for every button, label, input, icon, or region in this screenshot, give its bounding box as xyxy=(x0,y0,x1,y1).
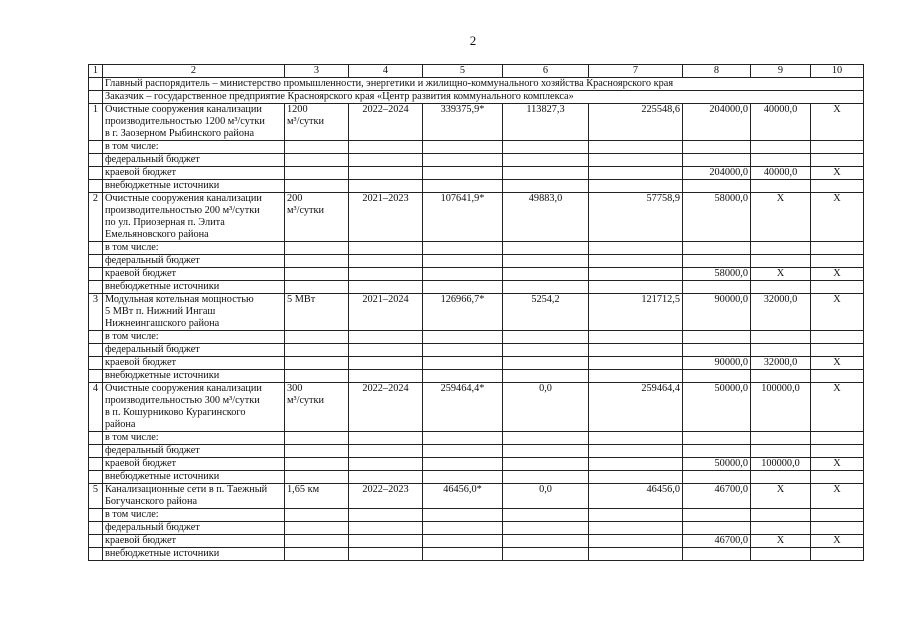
sub-row-federal xyxy=(89,255,864,268)
sub-c8 xyxy=(683,281,751,294)
sub-label-regional: краевой бюджет xyxy=(103,167,285,180)
sub-c5 xyxy=(423,154,503,167)
sub-label-regional: краевой бюджет xyxy=(103,268,285,281)
sub-c7 xyxy=(589,548,683,561)
column-number-7: 7 xyxy=(589,65,683,78)
sub-c10 xyxy=(811,180,864,193)
sub-c6 xyxy=(503,180,589,193)
sub-c6 xyxy=(503,255,589,268)
sub-c5 xyxy=(423,242,503,255)
sub-c7 xyxy=(589,167,683,180)
blank-cell xyxy=(89,458,103,471)
sub-c9 xyxy=(751,522,811,535)
object-period: 2022–2024 xyxy=(349,104,423,141)
sub-c10 xyxy=(811,344,864,357)
object-name: Очистные сооружения канализации производительностью 200 м³/сутки по ул. Приозерная п. Элита Емельяновского района xyxy=(103,193,285,242)
sub-label-extrabudget: внебюджетные источники xyxy=(103,548,285,561)
sub-row-federal xyxy=(89,522,864,535)
sub-c7 xyxy=(589,432,683,445)
sub-c7 xyxy=(589,255,683,268)
sub-c4 xyxy=(349,331,423,344)
sub-c4 xyxy=(349,268,423,281)
sub-row-extrabudget xyxy=(89,370,864,383)
sub-c4 xyxy=(349,445,423,458)
object-capacity: 5 МВт xyxy=(285,294,349,331)
sub-c4 xyxy=(349,180,423,193)
sub-c4 xyxy=(349,167,423,180)
sub-c5 xyxy=(423,445,503,458)
sub-c7 xyxy=(589,471,683,484)
sub-label-regional: краевой бюджет xyxy=(103,458,285,471)
sub-c6 xyxy=(503,357,589,370)
sub-c8 xyxy=(683,370,751,383)
sub-c10 xyxy=(811,255,864,268)
sub-c7 xyxy=(589,180,683,193)
sub-c5 xyxy=(423,180,503,193)
sub-c8 xyxy=(683,154,751,167)
sub-c8 xyxy=(683,522,751,535)
object-number: 5 xyxy=(89,484,103,509)
object-c8: 46700,0 xyxy=(683,484,751,509)
object-period: 2022–2023 xyxy=(349,484,423,509)
object-c6: 49883,0 xyxy=(503,193,589,242)
sub-c4 xyxy=(349,255,423,268)
column-number-9: 9 xyxy=(751,65,811,78)
sub-c5 xyxy=(423,344,503,357)
sub-row-federal xyxy=(89,344,864,357)
sub-row-including xyxy=(89,331,864,344)
object-c7: 259464,4 xyxy=(589,383,683,432)
blank-cell xyxy=(89,445,103,458)
object-row xyxy=(89,294,864,331)
object-period: 2021–2024 xyxy=(349,294,423,331)
sub-c7 xyxy=(589,331,683,344)
sub-c9 xyxy=(751,331,811,344)
sub-c6 xyxy=(503,432,589,445)
sub-row-including xyxy=(89,509,864,522)
object-c9: 40000,0 xyxy=(751,104,811,141)
sub-c10: X xyxy=(811,268,864,281)
sub-c10 xyxy=(811,471,864,484)
sub-c6 xyxy=(503,141,589,154)
sub-c7 xyxy=(589,154,683,167)
object-c9: 100000,0 xyxy=(751,383,811,432)
sub-c10 xyxy=(811,445,864,458)
sub-c5 xyxy=(423,432,503,445)
sub-c8 xyxy=(683,344,751,357)
sub-c6 xyxy=(503,535,589,548)
blank-cell xyxy=(89,509,103,522)
sub-label-including: в том числе: xyxy=(103,509,285,522)
object-c10: X xyxy=(811,383,864,432)
object-c5: 259464,4* xyxy=(423,383,503,432)
blank-cell xyxy=(89,180,103,193)
sub-c8 xyxy=(683,180,751,193)
sub-c4 xyxy=(349,509,423,522)
column-number-8: 8 xyxy=(683,65,751,78)
sub-c8 xyxy=(683,509,751,522)
sub-c5 xyxy=(423,509,503,522)
sub-label-federal: федеральный бюджет xyxy=(103,522,285,535)
sub-c9: X xyxy=(751,268,811,281)
sub-c3 xyxy=(285,471,349,484)
sub-label-extrabudget: внебюджетные источники xyxy=(103,370,285,383)
page-number: 2 xyxy=(469,33,477,48)
object-c7: 121712,5 xyxy=(589,294,683,331)
sub-c5 xyxy=(423,255,503,268)
object-name: Очистные сооружения канализации производительностью 300 м³/сутки в п. Кошурниково Курагинского района xyxy=(103,383,285,432)
sub-label-including: в том числе: xyxy=(103,331,285,344)
object-c6: 0,0 xyxy=(503,484,589,509)
sub-c3 xyxy=(285,281,349,294)
sub-c7 xyxy=(589,509,683,522)
sub-c3 xyxy=(285,370,349,383)
column-number-4: 4 xyxy=(349,65,423,78)
sub-c10 xyxy=(811,154,864,167)
sub-c4 xyxy=(349,154,423,167)
sub-c3 xyxy=(285,154,349,167)
sub-label-including: в том числе: xyxy=(103,141,285,154)
sub-c9 xyxy=(751,242,811,255)
sub-c4 xyxy=(349,141,423,154)
object-c5: 339375,9* xyxy=(423,104,503,141)
sub-c6 xyxy=(503,268,589,281)
sub-c8: 58000,0 xyxy=(683,268,751,281)
sub-c9: 40000,0 xyxy=(751,167,811,180)
sub-c8 xyxy=(683,331,751,344)
sub-c9 xyxy=(751,370,811,383)
sub-label-including: в том числе: xyxy=(103,242,285,255)
sub-row-extrabudget xyxy=(89,471,864,484)
sub-label-extrabudget: внебюджетные источники xyxy=(103,180,285,193)
sub-c9 xyxy=(751,281,811,294)
column-number-2: 2 xyxy=(103,65,285,78)
sub-c8: 50000,0 xyxy=(683,458,751,471)
object-number: 1 xyxy=(89,104,103,141)
customer-row xyxy=(89,91,864,104)
sub-c10 xyxy=(811,370,864,383)
sub-c10 xyxy=(811,509,864,522)
sub-c7 xyxy=(589,522,683,535)
sub-c7 xyxy=(589,357,683,370)
object-name: Канализационные сети в п. Таежный Богучанского района xyxy=(103,484,285,509)
sub-c5 xyxy=(423,167,503,180)
sub-c10: X xyxy=(811,357,864,370)
object-c7: 225548,6 xyxy=(589,104,683,141)
sub-c4 xyxy=(349,458,423,471)
sub-row-extrabudget xyxy=(89,281,864,294)
sub-row-regional xyxy=(89,167,864,180)
sub-c9: 32000,0 xyxy=(751,357,811,370)
sub-c3 xyxy=(285,344,349,357)
blank-cell xyxy=(89,268,103,281)
sub-c3 xyxy=(285,255,349,268)
object-c5: 126966,7* xyxy=(423,294,503,331)
sub-c10: X xyxy=(811,535,864,548)
object-c10: X xyxy=(811,193,864,242)
object-capacity: 300 м³/сутки xyxy=(285,383,349,432)
blank-cell xyxy=(89,331,103,344)
object-row xyxy=(89,193,864,242)
sub-c10 xyxy=(811,432,864,445)
blank-cell xyxy=(89,432,103,445)
object-c8: 90000,0 xyxy=(683,294,751,331)
sub-c4 xyxy=(349,370,423,383)
object-row xyxy=(89,104,864,141)
sub-c6 xyxy=(503,458,589,471)
sub-c4 xyxy=(349,281,423,294)
sub-row-regional xyxy=(89,458,864,471)
object-row xyxy=(89,484,864,509)
sub-label-federal: федеральный бюджет xyxy=(103,154,285,167)
sub-c5 xyxy=(423,471,503,484)
object-c9: 32000,0 xyxy=(751,294,811,331)
sub-c7 xyxy=(589,458,683,471)
sub-c10: X xyxy=(811,458,864,471)
object-c7: 46456,0 xyxy=(589,484,683,509)
manager-cell: Главный распорядитель – министерство промышленности, энергетики и жилищно-коммунального хозяйства Красноярского края xyxy=(103,78,864,91)
object-c10: X xyxy=(811,484,864,509)
sub-c6 xyxy=(503,242,589,255)
object-name: Очистные сооружения канализации производительностью 1200 м³/сутки в г. Заозерном Рыбинского района xyxy=(103,104,285,141)
sub-c10 xyxy=(811,242,864,255)
sub-c3 xyxy=(285,548,349,561)
sub-c7 xyxy=(589,445,683,458)
sub-c8 xyxy=(683,242,751,255)
sub-label-federal: федеральный бюджет xyxy=(103,344,285,357)
blank-cell xyxy=(89,522,103,535)
sub-c8: 90000,0 xyxy=(683,357,751,370)
object-c5: 107641,9* xyxy=(423,193,503,242)
sub-label-extrabudget: внебюджетные источники xyxy=(103,281,285,294)
object-c9: X xyxy=(751,193,811,242)
blank-cell xyxy=(89,154,103,167)
object-c6: 5254,2 xyxy=(503,294,589,331)
sub-row-federal xyxy=(89,154,864,167)
sub-c8 xyxy=(683,432,751,445)
object-c7: 57758,9 xyxy=(589,193,683,242)
blank-cell xyxy=(89,344,103,357)
sub-c8 xyxy=(683,141,751,154)
sub-row-including xyxy=(89,141,864,154)
sub-c4 xyxy=(349,432,423,445)
sub-c10 xyxy=(811,548,864,561)
sub-c10 xyxy=(811,141,864,154)
sub-c7 xyxy=(589,141,683,154)
sub-c6 xyxy=(503,509,589,522)
column-number-6: 6 xyxy=(503,65,589,78)
sub-c7 xyxy=(589,242,683,255)
sub-c3 xyxy=(285,331,349,344)
sub-c3 xyxy=(285,432,349,445)
sub-c3 xyxy=(285,180,349,193)
sub-c7 xyxy=(589,268,683,281)
sub-c10: X xyxy=(811,167,864,180)
column-number-10: 10 xyxy=(811,65,864,78)
sub-c6 xyxy=(503,548,589,561)
sub-c5 xyxy=(423,522,503,535)
sub-c4 xyxy=(349,357,423,370)
object-c10: X xyxy=(811,104,864,141)
blank-cell xyxy=(89,255,103,268)
sub-c5 xyxy=(423,331,503,344)
object-c6: 113827,3 xyxy=(503,104,589,141)
object-c8: 58000,0 xyxy=(683,193,751,242)
sub-c9 xyxy=(751,432,811,445)
column-number-1: 1 xyxy=(89,65,103,78)
sub-label-including: в том числе: xyxy=(103,432,285,445)
sub-c6 xyxy=(503,331,589,344)
sub-c3 xyxy=(285,141,349,154)
object-c6: 0,0 xyxy=(503,383,589,432)
sub-label-regional: краевой бюджет xyxy=(103,357,285,370)
blank-cell xyxy=(89,548,103,561)
sub-c3 xyxy=(285,509,349,522)
object-number: 4 xyxy=(89,383,103,432)
sub-c5 xyxy=(423,535,503,548)
sub-row-regional xyxy=(89,535,864,548)
sub-c3 xyxy=(285,445,349,458)
sub-label-regional: краевой бюджет xyxy=(103,535,285,548)
blank-cell xyxy=(89,242,103,255)
sub-c5 xyxy=(423,370,503,383)
sub-c6 xyxy=(503,344,589,357)
object-period: 2021–2023 xyxy=(349,193,423,242)
blank-cell xyxy=(89,370,103,383)
sub-c9 xyxy=(751,180,811,193)
object-c9: X xyxy=(751,484,811,509)
sub-c3 xyxy=(285,357,349,370)
object-capacity: 1,65 км xyxy=(285,484,349,509)
sub-c6 xyxy=(503,281,589,294)
sub-c8: 204000,0 xyxy=(683,167,751,180)
sub-row-regional xyxy=(89,268,864,281)
blank-cell xyxy=(89,91,103,104)
sub-c7 xyxy=(589,535,683,548)
sub-c6 xyxy=(503,167,589,180)
sub-c7 xyxy=(589,281,683,294)
sub-row-including xyxy=(89,242,864,255)
sub-c3 xyxy=(285,167,349,180)
column-number-row xyxy=(89,65,864,78)
object-c5: 46456,0* xyxy=(423,484,503,509)
sub-c9 xyxy=(751,548,811,561)
sub-c5 xyxy=(423,141,503,154)
blank-cell xyxy=(89,281,103,294)
sub-c8 xyxy=(683,471,751,484)
sub-c9 xyxy=(751,255,811,268)
object-c10: X xyxy=(811,294,864,331)
sub-c6 xyxy=(503,154,589,167)
sub-c6 xyxy=(503,445,589,458)
object-capacity: 200 м³/сутки xyxy=(285,193,349,242)
column-number-5: 5 xyxy=(423,65,503,78)
sub-c4 xyxy=(349,522,423,535)
sub-row-extrabudget xyxy=(89,180,864,193)
sub-c9: 100000,0 xyxy=(751,458,811,471)
sub-c5 xyxy=(423,548,503,561)
sub-c7 xyxy=(589,370,683,383)
sub-c5 xyxy=(423,281,503,294)
blank-cell xyxy=(89,141,103,154)
sub-row-federal xyxy=(89,445,864,458)
sub-c3 xyxy=(285,458,349,471)
object-number: 3 xyxy=(89,294,103,331)
sub-c5 xyxy=(423,268,503,281)
sub-c3 xyxy=(285,268,349,281)
sub-c4 xyxy=(349,548,423,561)
object-name: Модульная котельная мощностью 5 МВт п. Нижний Ингаш Нижнеингашского района xyxy=(103,294,285,331)
blank-cell xyxy=(89,167,103,180)
sub-c8 xyxy=(683,255,751,268)
sub-c3 xyxy=(285,242,349,255)
sub-label-extrabudget: внебюджетные источники xyxy=(103,471,285,484)
column-number-3: 3 xyxy=(285,65,349,78)
sub-c8 xyxy=(683,548,751,561)
sub-c9 xyxy=(751,344,811,357)
sub-c3 xyxy=(285,535,349,548)
sub-c5 xyxy=(423,458,503,471)
sub-c4 xyxy=(349,471,423,484)
budget-table xyxy=(88,64,864,561)
sub-row-regional xyxy=(89,357,864,370)
object-number: 2 xyxy=(89,193,103,242)
sub-c8: 46700,0 xyxy=(683,535,751,548)
sub-c9 xyxy=(751,141,811,154)
blank-cell xyxy=(89,471,103,484)
sub-c9 xyxy=(751,471,811,484)
blank-cell xyxy=(89,535,103,548)
sub-c6 xyxy=(503,522,589,535)
sub-c9 xyxy=(751,445,811,458)
sub-c5 xyxy=(423,357,503,370)
sub-c8 xyxy=(683,445,751,458)
sub-c10 xyxy=(811,281,864,294)
object-period: 2022–2024 xyxy=(349,383,423,432)
sub-c10 xyxy=(811,522,864,535)
sub-c10 xyxy=(811,331,864,344)
sub-label-federal: федеральный бюджет xyxy=(103,445,285,458)
sub-c7 xyxy=(589,344,683,357)
sub-c4 xyxy=(349,242,423,255)
sub-c3 xyxy=(285,522,349,535)
sub-row-extrabudget xyxy=(89,548,864,561)
sub-c4 xyxy=(349,535,423,548)
sub-row-including xyxy=(89,432,864,445)
object-row xyxy=(89,383,864,432)
object-c8: 50000,0 xyxy=(683,383,751,432)
sub-c6 xyxy=(503,471,589,484)
sub-c6 xyxy=(503,370,589,383)
sub-c4 xyxy=(349,344,423,357)
sub-c9: X xyxy=(751,535,811,548)
blank-cell xyxy=(89,357,103,370)
manager-row xyxy=(89,78,864,91)
sub-label-federal: федеральный бюджет xyxy=(103,255,285,268)
blank-cell xyxy=(89,78,103,91)
object-capacity: 1200 м³/сутки xyxy=(285,104,349,141)
sub-c9 xyxy=(751,509,811,522)
customer-cell: Заказчик – государственное предприятие Красноярского края «Центр развития коммунального комплекса» xyxy=(103,91,864,104)
object-c8: 204000,0 xyxy=(683,104,751,141)
sub-c9 xyxy=(751,154,811,167)
